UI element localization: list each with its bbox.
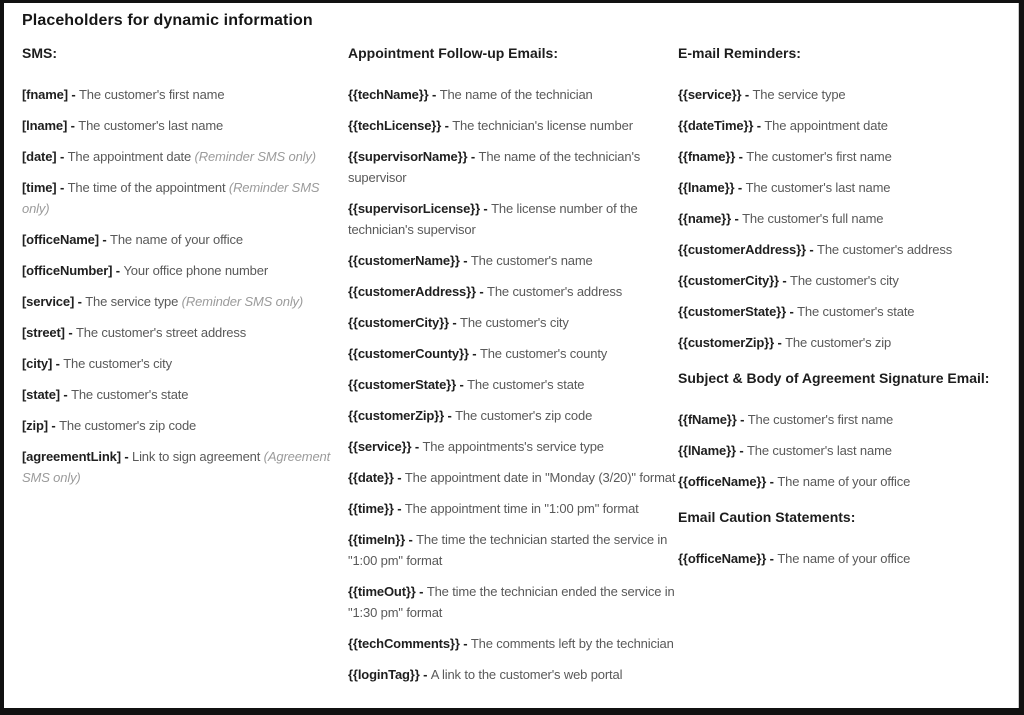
- placeholder-description: The customer's state: [71, 387, 189, 402]
- placeholder-tag: {{service}} -: [348, 439, 423, 454]
- placeholder-description: The customer's state: [797, 304, 915, 319]
- placeholder-description: The license number of the technician's supervisor: [348, 201, 638, 237]
- placeholder-tag: {{officeName}} -: [678, 551, 778, 566]
- placeholder-description: The name of your office: [777, 474, 911, 489]
- placeholder-item: [678, 177, 1009, 198]
- placeholder-note: (Reminder SMS only): [191, 149, 316, 164]
- placeholder-tag: {{techComments}} -: [348, 636, 471, 651]
- placeholder-note: (Reminder SMS only): [178, 294, 304, 309]
- placeholder-description: The customer's street address: [75, 325, 247, 340]
- section-heading-email-reminders: E-mail Reminders:: [678, 45, 801, 61]
- placeholder-description: The service type: [752, 87, 846, 102]
- page-title: Placeholders for dynamic information: [22, 12, 313, 29]
- email-caution-placeholder-list: [678, 548, 1009, 569]
- placeholder-description: Your office phone number: [123, 263, 269, 278]
- placeholder-description: The customer's last name: [747, 443, 892, 458]
- placeholder-item: [678, 301, 1009, 322]
- placeholder-tag: {{customerState}} -: [678, 304, 798, 319]
- placeholder-description: The customer's full name: [742, 211, 884, 226]
- email-reminders-placeholder-list: [678, 84, 1009, 353]
- placeholder-description: The customer's city: [63, 356, 172, 371]
- placeholder-description: The customer's first name: [747, 412, 894, 427]
- placeholder-item: [348, 467, 686, 488]
- placeholder-tag: {{loginTag}} -: [348, 667, 431, 682]
- placeholder-item: [22, 415, 334, 436]
- placeholder-description: The customer's name: [470, 253, 593, 268]
- placeholder-tag: {{techName}} -: [348, 87, 440, 102]
- placeholder-description: The technician's license number: [452, 118, 633, 133]
- section-agreement-signature-email: [678, 369, 1009, 492]
- placeholder-description: The customer's zip: [785, 335, 892, 350]
- placeholder-tag: [city] -: [22, 356, 64, 371]
- placeholder-item: [348, 84, 686, 105]
- section-heading-agreement-signature-email: Subject & Body of Agreement Signature Email:: [678, 370, 990, 386]
- sms-placeholder-list: [22, 84, 348, 488]
- placeholder-tag: {{customerZip}} -: [678, 335, 786, 350]
- placeholder-description: The appointment date: [764, 118, 888, 133]
- placeholder-description: The service type: [85, 294, 179, 309]
- placeholder-item: [678, 84, 1009, 105]
- placeholder-tag: {{supervisorLicense}} -: [348, 201, 492, 216]
- placeholder-tag: [time] -: [22, 180, 68, 195]
- placeholder-tag: {{date}} -: [348, 470, 405, 485]
- placeholder-item: [22, 84, 334, 105]
- placeholder-description: The customer's first name: [746, 149, 892, 164]
- placeholder-description: A link to the customer's web portal: [430, 667, 623, 682]
- column-sms: [22, 44, 348, 498]
- placeholder-item: [348, 115, 686, 136]
- followup-placeholder-list: [348, 84, 678, 685]
- placeholder-tag: [state] -: [22, 387, 72, 402]
- placeholder-item: [348, 498, 686, 519]
- placeholder-description: The customer's state: [467, 377, 585, 392]
- placeholder-tag: {{lName}} -: [678, 443, 748, 458]
- placeholder-item: [22, 291, 334, 312]
- placeholder-description: The customer's city: [790, 273, 899, 288]
- placeholder-item: [678, 409, 1009, 430]
- placeholder-item: [22, 146, 334, 167]
- placeholder-item: [348, 529, 686, 571]
- placeholder-tag: {{supervisorName}} -: [348, 149, 479, 164]
- placeholder-description: The time of the appointment: [67, 180, 226, 195]
- placeholder-tag: {{officeName}} -: [678, 474, 778, 489]
- placeholder-description: The time the technician started the service in "1:00 pm" format: [348, 532, 668, 568]
- placeholder-item: [348, 581, 686, 623]
- placeholder-tag: {{lname}} -: [678, 180, 746, 195]
- placeholder-tag: [fname] -: [22, 87, 80, 102]
- placeholder-tag: {{customerName}} -: [348, 253, 471, 268]
- placeholder-item: [348, 664, 686, 685]
- placeholder-tag: {{customerAddress}} -: [348, 284, 488, 299]
- placeholder-tag: {{fname}} -: [678, 149, 747, 164]
- placeholder-description: The customer's city: [460, 315, 569, 330]
- placeholder-tag: {{customerCounty}} -: [348, 346, 480, 361]
- placeholder-note: (Agreement SMS only): [22, 449, 331, 485]
- placeholder-tag: [zip] -: [22, 418, 60, 433]
- placeholder-item: [22, 322, 334, 343]
- placeholder-tag: {{timeOut}} -: [348, 584, 427, 599]
- placeholder-tag: [officeNumber] -: [22, 263, 124, 278]
- placeholder-tag: {{name}} -: [678, 211, 743, 226]
- section-heading-email-caution-statements: Email Caution Statements:: [678, 509, 856, 525]
- placeholder-tag: {{customerAddress}} -: [678, 242, 818, 257]
- section-heading-followup-emails: Appointment Follow-up Emails:: [348, 45, 558, 61]
- section-heading-sms: SMS:: [22, 45, 57, 61]
- placeholder-description: The customer's zip code: [59, 418, 197, 433]
- placeholder-item: [22, 446, 334, 488]
- placeholder-description: The name of your office: [110, 232, 243, 247]
- placeholder-item: [678, 115, 1009, 136]
- placeholder-item: [22, 115, 334, 136]
- placeholder-item: [678, 270, 1009, 291]
- placeholder-item: [678, 332, 1009, 353]
- placeholder-description: The customer's county: [479, 346, 608, 361]
- placeholder-item: [678, 440, 1009, 461]
- placeholder-item: [348, 250, 686, 271]
- placeholder-description: The name of your office: [777, 551, 911, 566]
- placeholder-note: (Reminder SMS only): [22, 180, 320, 216]
- placeholder-description: The appointments's service type: [422, 439, 604, 454]
- placeholder-item: [348, 374, 686, 395]
- placeholder-item: [348, 436, 686, 457]
- columns-container: [22, 44, 1009, 695]
- placeholder-description: The appointment time in "1:00 pm" format: [404, 501, 639, 516]
- placeholder-tag: {{fName}} -: [678, 412, 748, 427]
- placeholder-item: [678, 548, 1009, 569]
- placeholder-item: [348, 198, 686, 240]
- section-sms: [22, 44, 348, 488]
- placeholder-tag: [date] -: [22, 149, 68, 164]
- placeholder-tag: [agreementLink] -: [22, 449, 132, 464]
- agreement-signature-placeholder-list: [678, 409, 1009, 492]
- placeholder-tag: {{customerCity}} -: [348, 315, 461, 330]
- placeholder-tag: {{customerState}} -: [348, 377, 468, 392]
- placeholder-tag: {{techLicense}} -: [348, 118, 453, 133]
- placeholder-description: Link to sign agreement: [131, 449, 261, 464]
- placeholder-description: The customer's address: [817, 242, 953, 257]
- placeholder-description: The appointment date in "Monday (3/20)" format: [404, 470, 676, 485]
- placeholder-item: [348, 405, 686, 426]
- section-email-caution-statements: [678, 508, 1009, 569]
- placeholder-item: [22, 384, 334, 405]
- section-email-reminders: [678, 44, 1009, 353]
- placeholder-item: [22, 353, 334, 374]
- placeholder-description: The customer's first name: [79, 87, 225, 102]
- placeholder-description: The time the technician ended the service in "1:30 pm" format: [348, 584, 675, 620]
- placeholder-item: [348, 281, 686, 302]
- placeholder-description: The customer's last name: [78, 118, 224, 133]
- placeholder-item: [348, 633, 686, 654]
- placeholder-item: [22, 177, 334, 219]
- placeholder-tag: {{dateTime}} -: [678, 118, 765, 133]
- placeholder-description: The name of the technician: [439, 87, 593, 102]
- placeholder-item: [348, 312, 686, 333]
- placeholder-tag: [service] -: [22, 294, 86, 309]
- placeholder-item: [678, 239, 1009, 260]
- placeholder-tag: {{time}} -: [348, 501, 405, 516]
- placeholder-item: [348, 343, 686, 364]
- placeholder-description: The customer's last name: [745, 180, 891, 195]
- placeholder-tag: [street] -: [22, 325, 76, 340]
- placeholder-description: The comments left by the technician: [470, 636, 674, 651]
- placeholder-tag: {{customerZip}} -: [348, 408, 456, 423]
- placeholder-tag: [lname] -: [22, 118, 79, 133]
- placeholder-item: [678, 146, 1009, 167]
- placeholder-description: The appointment date: [67, 149, 192, 164]
- placeholder-description: The customer's zip code: [455, 408, 593, 423]
- column-followup-emails: [348, 44, 678, 695]
- placeholder-item: [348, 146, 686, 188]
- section-followup-emails: [348, 44, 678, 685]
- placeholder-description: The name of the technician's supervisor: [348, 149, 641, 185]
- placeholder-description: The customer's address: [487, 284, 623, 299]
- placeholder-item: [678, 208, 1009, 229]
- placeholder-tag: {{service}} -: [678, 87, 753, 102]
- column-right: [678, 44, 1009, 579]
- placeholder-item: [22, 229, 334, 250]
- placeholder-tag: [officeName] -: [22, 232, 111, 247]
- placeholder-item: [22, 260, 334, 281]
- placeholder-tag: {{timeIn}} -: [348, 532, 417, 547]
- placeholder-tag: {{customerCity}} -: [678, 273, 791, 288]
- placeholder-item: [678, 471, 1009, 492]
